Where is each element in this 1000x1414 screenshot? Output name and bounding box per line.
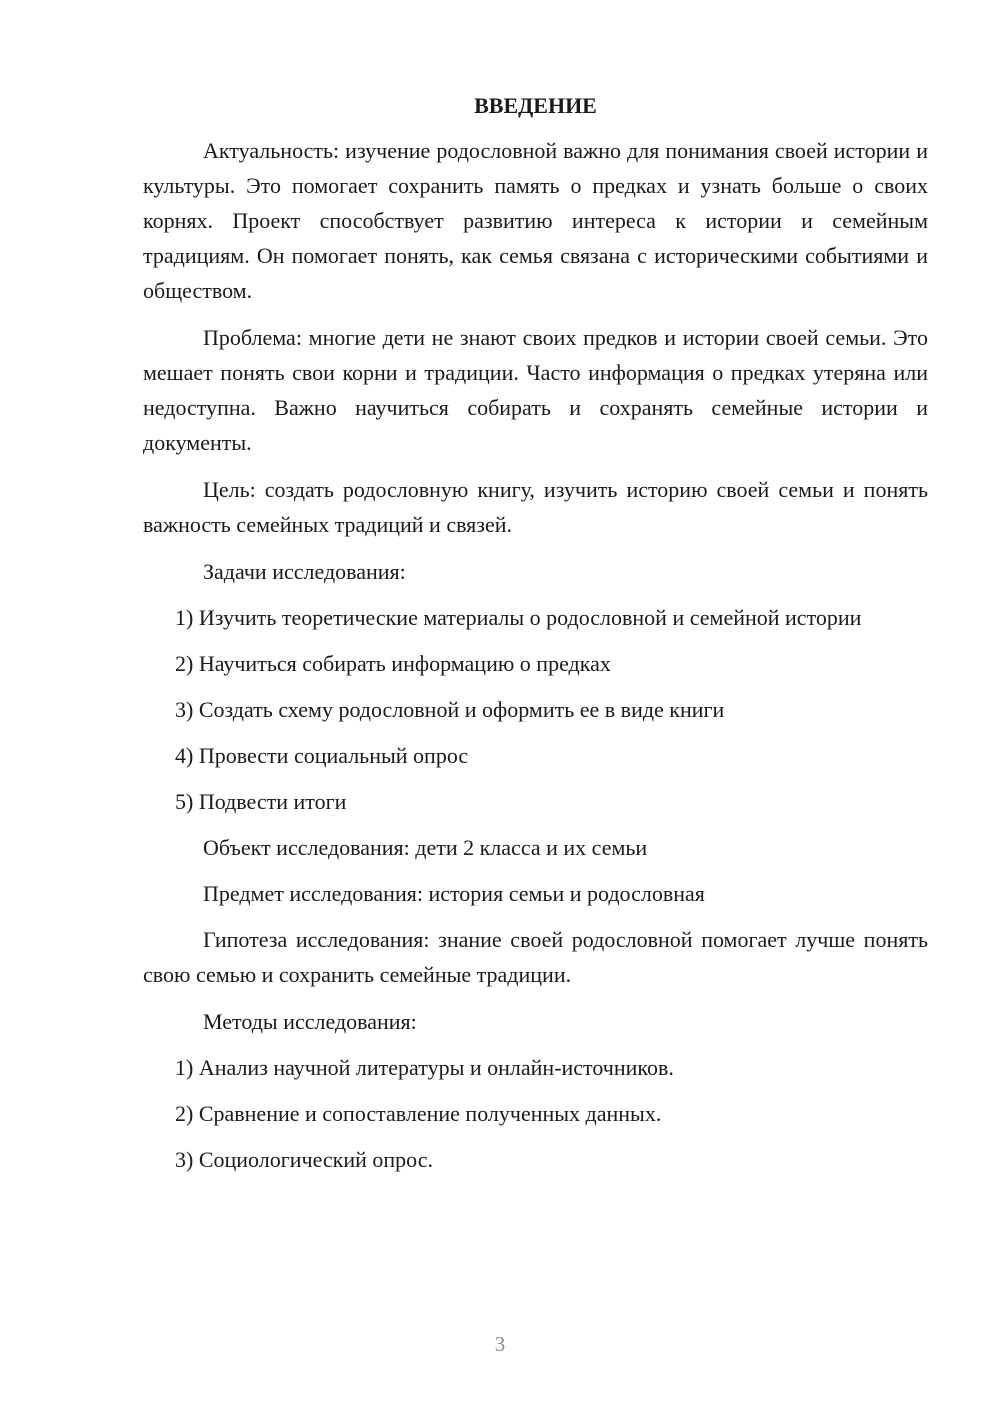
tasks-title: Задачи исследования: — [203, 559, 406, 584]
subject-line: Предмет исследования: история семьи и родословная — [203, 881, 705, 906]
method-item: 1) Анализ научной литературы и онлайн-источников. — [175, 1055, 674, 1080]
method-item: 2) Сравнение и сопоставление полученных данных. — [175, 1101, 662, 1126]
task-item: 2) Научиться собирать информацию о предках — [175, 651, 611, 676]
task-item: 1) Изучить теоретические материалы о родословной и семейной истории — [175, 605, 862, 630]
task-item: 4) Провести социальный опрос — [175, 743, 469, 768]
page-title: ВВЕДЕНИЕ — [474, 93, 597, 118]
method-item: 3) Социологический опрос. — [175, 1147, 433, 1172]
page-number: 3 — [494, 1332, 506, 1356]
hypothesis-paragraph: Гипотеза исследования: знание своей родословной помогает лучше понять свою семью и сохранить семейные традиции. — [143, 927, 928, 987]
goal-paragraph: Цель: создать родословную книгу, изучить историю своей семьи и понять важность семейных традиций и связей. — [143, 477, 928, 537]
relevance-paragraph: Актуальность: изучение родословной важно для понимания своей истории и культуры. Это помогает сохранить память о предках и узнать больше о своих корнях. Проект способствует развитию интереса к истории и семейным традициям. Он помогает понять, как семья связана с историческими событиями и обществом. — [143, 138, 928, 303]
document-page — [143, 88, 928, 1188]
methods-title: Методы исследования: — [203, 1009, 417, 1034]
tasks-list — [143, 600, 928, 819]
methods-list — [143, 1050, 928, 1177]
task-item: 3) Создать схему родословной и оформить ее в виде книги — [175, 697, 725, 722]
task-item: 5) Подвести итоги — [175, 789, 347, 814]
object-line: Объект исследования: дети 2 класса и их семьи — [203, 835, 648, 860]
problem-paragraph: Проблема: многие дети не знают своих предков и истории своей семьи. Это мешает понять свои корни и традиции. Часто информация о предках утеряна или недоступна. Важно научиться собирать и сохранять семейные истории и документы. — [143, 325, 928, 455]
